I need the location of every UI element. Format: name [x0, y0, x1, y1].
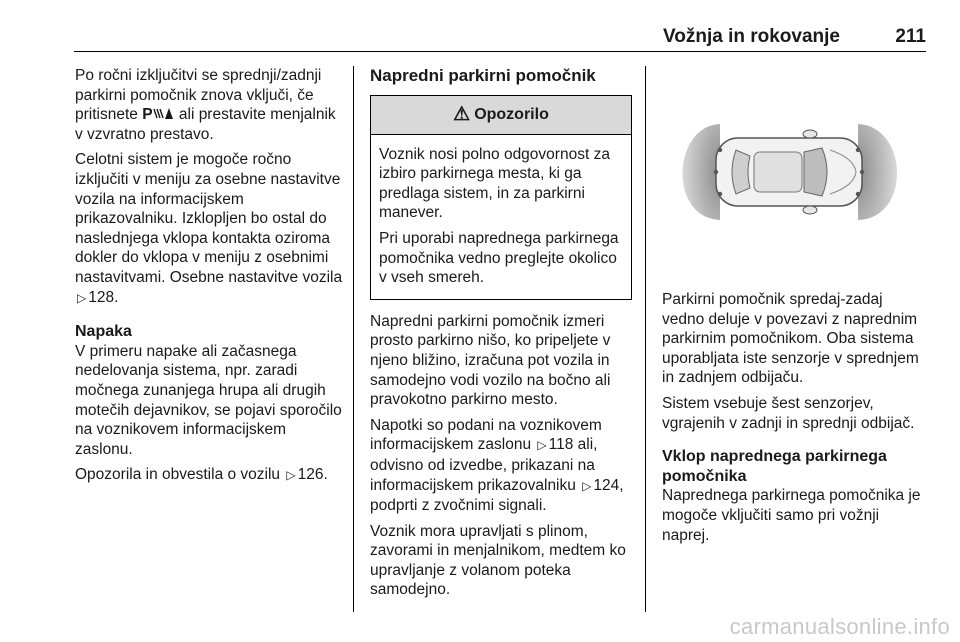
- column-3: [662, 290, 928, 551]
- page-reference[interactable]: 124,: [593, 476, 624, 494]
- page-reference[interactable]: 128.: [88, 288, 119, 306]
- paragraph: Naprednega parkirnega pomočnika je mogoče vključiti samo pri vožnji naprej.: [662, 487, 921, 544]
- reference-arrow-icon: ▷: [582, 478, 592, 493]
- paragraph-text: Napotki so podani na voznikovem informacijskem zaslonu: [370, 416, 602, 454]
- subheading-napaka: Napaka: [75, 323, 132, 341]
- paragraph: Parkirni pomočnik spredaj-zadaj vedno deluje v povezavi z naprednim parkirnim pomočnikom. Oba sistema uporabljata iste senzorje v sprednjem in zadnjem odbijaču.: [662, 291, 919, 387]
- paragraph-text: Celotni sistem je mogoče ročno izključiti v meniju za osebne nastavitve vozila na informacijskem prikazovalniku. Izklopljen bo ostal do naslednjega vklopa kontakta oziroma dokler do vklopa v meniju z osebnimi nastavitvami. Osebne nastavitve vozila: [75, 151, 343, 286]
- warning-triangle-icon: ⚠: [453, 103, 471, 125]
- warning-body: [371, 135, 631, 299]
- paragraph-text: odvisno od izvedbe, prikazani na informacijskem prikazovalniku: [370, 456, 595, 494]
- reference-arrow-icon: ▷: [537, 438, 547, 453]
- section-title: Napredni parkirni pomočnik: [370, 66, 596, 85]
- paragraph: [75, 465, 345, 486]
- paragraph: V primeru napake ali začasnega nedelovanja sistema, npr. zaradi močnega zunanjega hrupa ali drugih motečih dejavnikov, se pojavi sporočilo na voznikovem informacijskem zaslonu.: [75, 342, 342, 458]
- paragraph: Sistem vsebuje šest senzorjev, vgrajenih v zadnji in sprednji odbijač.: [662, 394, 915, 432]
- page-number: 211: [895, 26, 926, 47]
- parking-assist-button-icon: P: [142, 106, 174, 123]
- paragraph: [75, 150, 345, 308]
- chapter-title: Vožnja in rokovanje: [662, 26, 840, 47]
- column-1: [75, 66, 345, 492]
- warning-header: [371, 96, 631, 135]
- column-2: [370, 66, 632, 606]
- column-divider-2: [645, 66, 646, 612]
- header-rule: [74, 51, 926, 52]
- paragraph: Napredni parkirni pomočnik izmeri prosto parkirno nišo, ko pripeljete v njeno bližino, izračuna pot vozila in samodejno vodi vozilo na bočno ali pravokotno parkirno mesto.: [370, 312, 611, 409]
- car-sensor-illustration: [662, 68, 926, 276]
- paragraph-text: podprti z zvočnimi signali.: [370, 497, 547, 515]
- warning-title: Opozorilo: [474, 105, 549, 123]
- paragraph: Voznik mora upravljati s plinom, zavorami in menjalnikom, medtem ko upravljanje z volanom poteka samodejno.: [370, 522, 626, 599]
- watermark: carmanualsonline.info: [729, 614, 950, 639]
- paragraph-text: Opozorila in obvestila o vozilu: [75, 466, 281, 484]
- paragraph-text: Po ročni izključitvi se sprednji/zadnji parkirni pomočnik znova vključi, če pritisnete: [75, 67, 322, 124]
- paragraph: [75, 66, 345, 144]
- page-reference[interactable]: 118 ali,: [548, 436, 598, 454]
- paragraph-text: ali prestavite menjalnik v vzvratno prestavo.: [75, 106, 336, 143]
- reference-arrow-icon: ▷: [77, 290, 87, 305]
- column-divider-1: [353, 66, 354, 612]
- paragraph: [370, 416, 632, 516]
- warning-paragraph: Pri uporabi naprednega parkirnega pomočnika vedno preglejte okolico v vseh smereh.: [379, 229, 619, 287]
- page-reference[interactable]: 126.: [297, 466, 328, 484]
- warning-paragraph: Voznik nosi polno odgovornost za izbiro parkirnega mesta, ki ga predlaga sistem, in za parkirni manever.: [379, 145, 610, 222]
- reference-arrow-icon: ▷: [286, 468, 296, 483]
- subheading-vklop: Vklop naprednega parkirnega pomočnika: [662, 448, 887, 485]
- warning-box: [370, 95, 632, 300]
